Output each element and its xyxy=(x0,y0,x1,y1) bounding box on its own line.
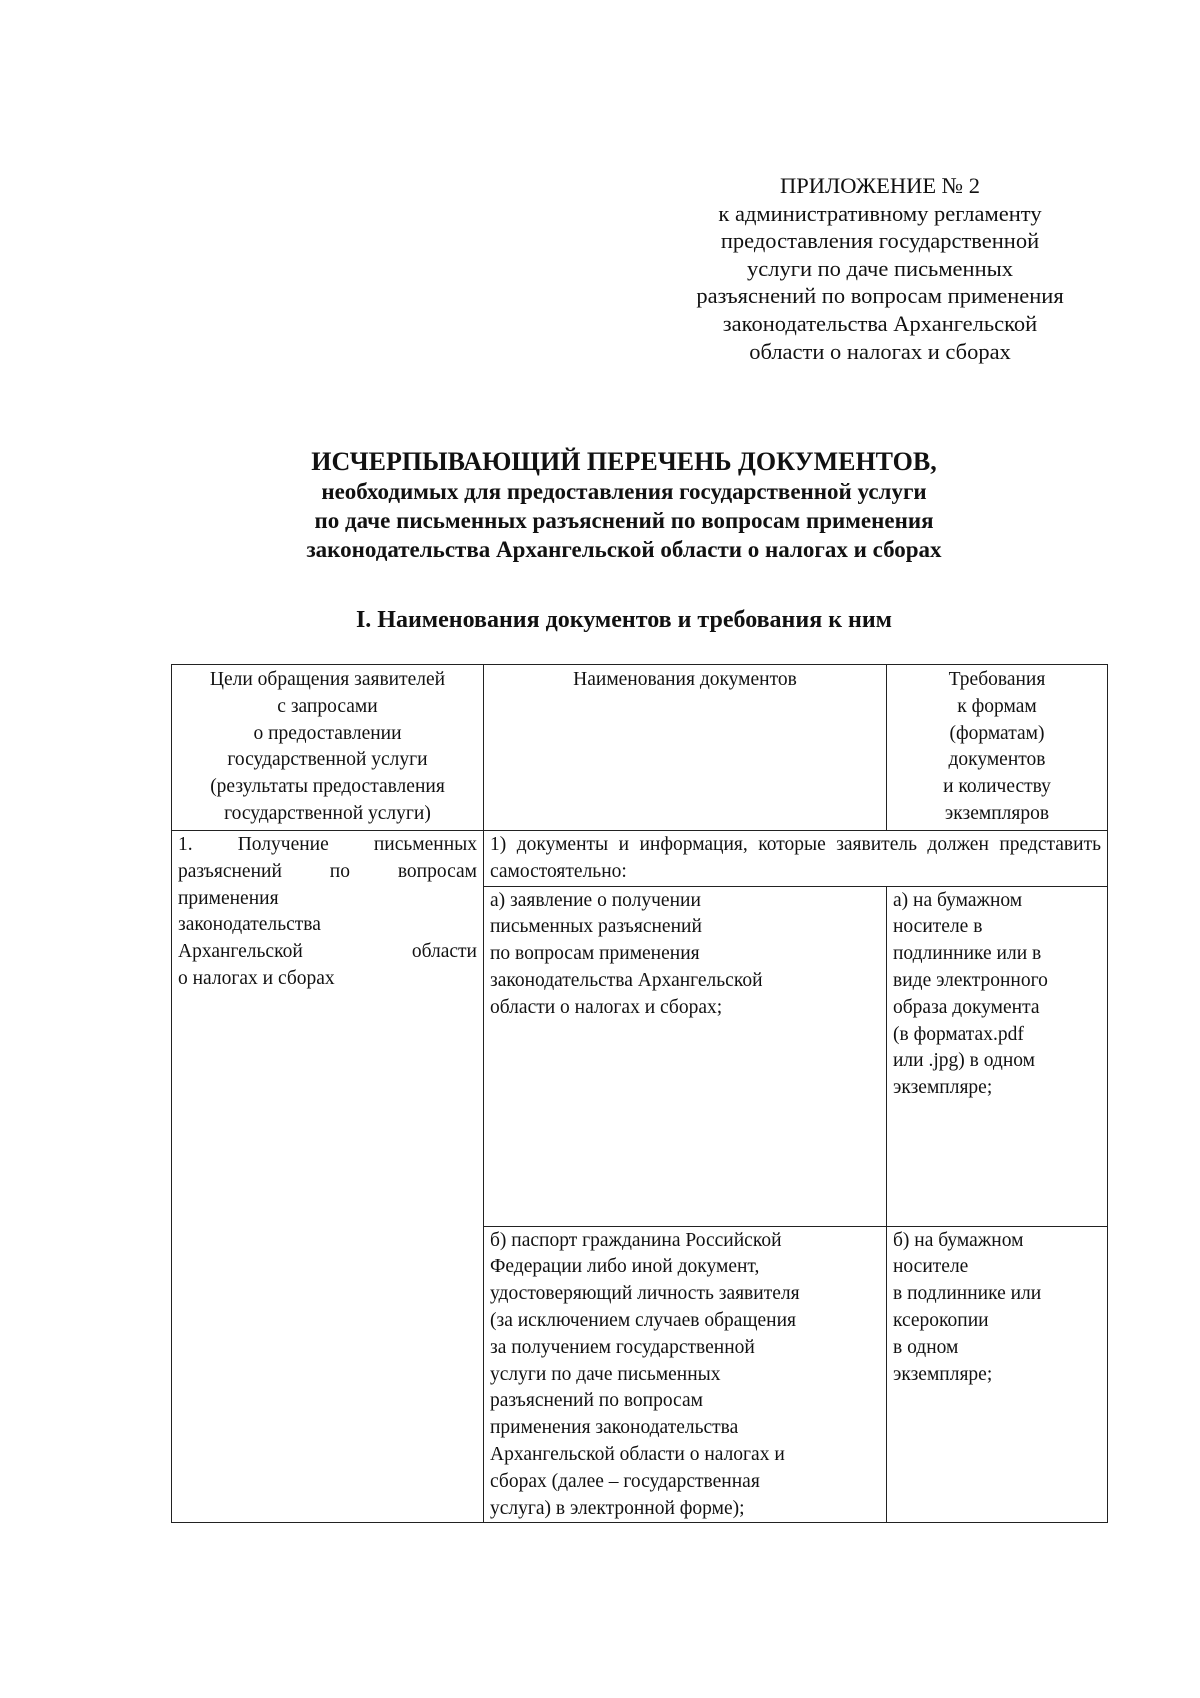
document-a-cell: а) заявление о получении письменных разъяснений по вопросам применения законодательства Архангельской области о налогах и сборах; xyxy=(484,886,887,1226)
annex-line: услуги по даче письменных xyxy=(747,255,1013,281)
header-documents: Наименования документов xyxy=(484,665,887,831)
documents-table xyxy=(171,664,1108,1523)
header-goals: Цели обращения заявителей с запросами о предоставлении государственной услуги (результаты предоставления государственной услуги) xyxy=(172,665,484,831)
annex-line: к административному регламенту xyxy=(718,200,1042,226)
annex-line: законодательства Архангельской xyxy=(722,310,1038,336)
document-title xyxy=(170,447,1078,564)
annex-line: предоставления государственной xyxy=(720,228,1040,254)
annex-line: разъяснений по вопросам применения xyxy=(696,283,1064,309)
annex-line: области о налогах и сборах xyxy=(749,338,1011,364)
table-row xyxy=(172,831,1108,887)
annex-line: ПРИЛОЖЕНИЕ № 2 xyxy=(779,173,981,198)
table-header-row xyxy=(172,665,1108,831)
requirement-b-cell: б) на бумажном носителе в подлиннике или ксерокопии в одном экземпляре; xyxy=(887,1226,1108,1523)
requirement-a-cell: а) на бумажном носителе в подлиннике или в виде электронного образа документа (в форматах.pdf или .jpg) в одном экземпляре; xyxy=(887,886,1108,1226)
title-line: по даче письменных разъяснений по вопросам применения xyxy=(314,508,934,533)
intro-cell: 1) документы и информация, которые заявитель должен представить самостоятельно: xyxy=(484,831,1108,887)
document-b-cell: б) паспорт гражданина Российской Федерации либо иной документ, удостоверяющий личность заявителя (за исключением случаев обращения за получением государственной услуги по даче письменных разъяснений по вопросам применения законодательства Архангельской области о налогах и сборах (далее – государственная услуга) в электронной форме); xyxy=(484,1226,887,1523)
title-line: необходимых для предоставления государственной услуги xyxy=(321,479,927,504)
title-line: законодательства Архангельской области о налогах и сборах xyxy=(306,537,942,562)
title-line: ИСЧЕРПЫВАЮЩИЙ ПЕРЕЧЕНЬ ДОКУМЕНТОВ, xyxy=(311,447,937,476)
header-requirements: Требования к формам (форматам) документов и количеству экземпляров xyxy=(887,665,1108,831)
annex-header xyxy=(660,172,1100,365)
goal-cell: 1. Получение письменных разъяснений по вопросам применения законодательства Архангельской области о налогах и сборах xyxy=(172,831,484,1523)
section-heading: I. Наименования документов и требования к ним xyxy=(355,607,893,633)
